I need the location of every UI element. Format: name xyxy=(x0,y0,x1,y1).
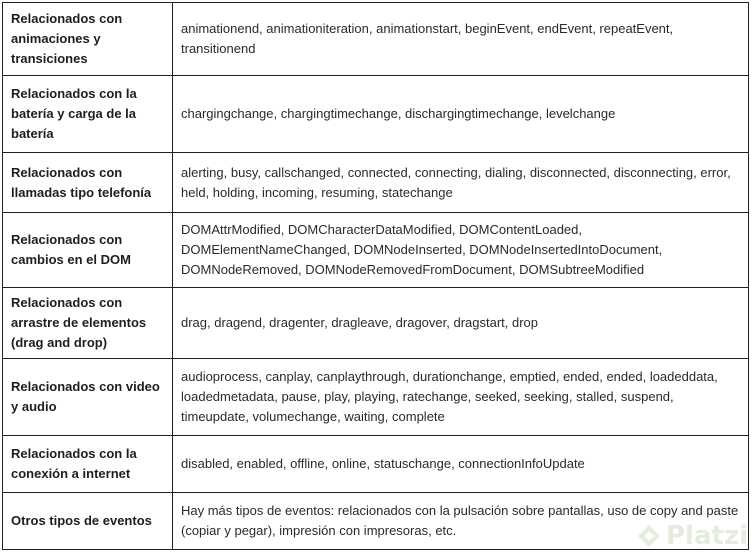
table-row xyxy=(3,359,749,436)
watermark-text: Platzi xyxy=(666,521,748,551)
events-cell: alerting, busy, callschanged, connected, connecting, dialing, disconnected, disconnecting, error, held, holding, incoming, resuming, statechange xyxy=(173,153,749,213)
events-cell: animationend, animationiteration, animationstart, beginEvent, endEvent, repeatEvent, transitionend xyxy=(173,3,749,76)
table-row xyxy=(3,213,749,288)
category-cell: Relacionados con arrastre de elementos (drag and drop) xyxy=(3,288,173,359)
category-cell: Relacionados con llamadas tipo telefonía xyxy=(3,153,173,213)
events-cell: drag, dragend, dragenter, dragleave, dragover, dragstart, drop xyxy=(173,288,749,359)
category-cell: Relacionados con video y audio xyxy=(3,359,173,436)
events-table xyxy=(2,2,749,550)
table-row xyxy=(3,288,749,359)
table-row xyxy=(3,153,749,213)
table-row xyxy=(3,436,749,493)
table-row xyxy=(3,493,749,550)
category-cell: Relacionados con la batería y carga de la batería xyxy=(3,76,173,153)
table-row xyxy=(3,3,749,76)
category-cell: Relacionados con la conexión a internet xyxy=(3,436,173,493)
category-cell: Relacionados con animaciones y transiciones xyxy=(3,3,173,76)
category-cell: Otros tipos de eventos xyxy=(3,493,173,550)
category-cell: Relacionados con cambios en el DOM xyxy=(3,213,173,288)
table-row xyxy=(3,76,749,153)
events-cell: audioprocess, canplay, canplaythrough, durationchange, emptied, ended, ended, loadeddata, loadedmetadata, pause, play, playing, ratechange, seeked, seeking, stalled, suspend, timeupdate, volumechange, waiting, complete xyxy=(173,359,749,436)
events-cell: DOMAttrModified, DOMCharacterDataModified, DOMContentLoaded, DOMElementNameChanged, DOMNodeInserted, DOMNodeInsertedIntoDocument, DOMNodeRemoved, DOMNodeRemovedFromDocument, DOMSubtreeModified xyxy=(173,213,749,288)
events-cell: chargingchange, chargingtimechange, dischargingtimechange, levelchange xyxy=(173,76,749,153)
events-cell: disabled, enabled, offline, online, statuschange, connectionInfoUpdate xyxy=(173,436,749,493)
events-cell: Hay más tipos de eventos: relacionados con la pulsación sobre pantallas, uso de copy and paste (copiar y pegar), impresión con impresoras, etc. xyxy=(173,493,749,550)
